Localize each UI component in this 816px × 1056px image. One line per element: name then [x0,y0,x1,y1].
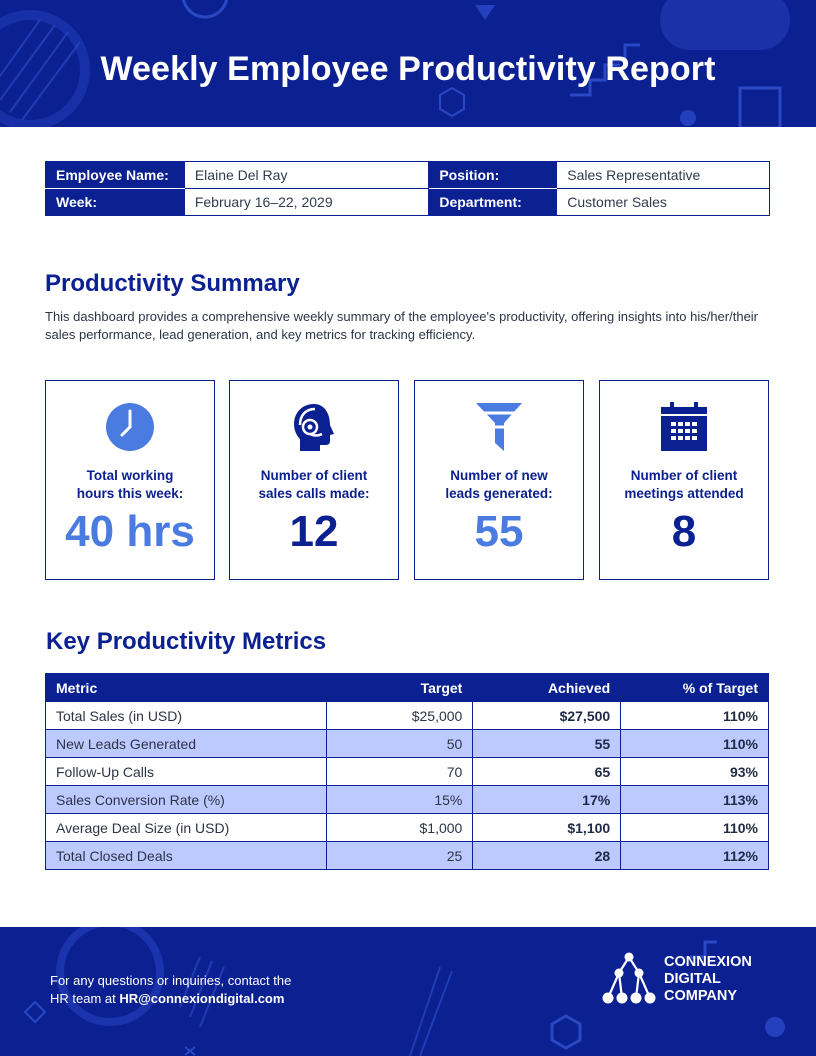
info-row [46,189,770,216]
stat-label: Number of client meetings attended [624,468,744,501]
metrics-table [45,673,769,870]
employee-name-label: Employee Name: [46,162,185,189]
department-value: Customer Sales [557,189,770,216]
target-cell: 50 [326,730,473,758]
metric-cell: Sales Conversion Rate (%) [46,786,327,814]
column-header-achieved: Achieved [473,674,621,702]
hr-email-link[interactable]: HR@connexiondigital.com [119,991,285,1006]
percent-cell: 113% [621,786,769,814]
stat-label: Number of client sales calls made: [258,468,370,501]
percent-cell: 93% [621,758,769,786]
calendar-icon [658,401,710,453]
summary-description: This dashboard provides a comprehensive weekly summary of the employee's productivity, offering insights into his/her/their sales performance, lead generation, and key metrics for tracking efficiency. [45,309,759,342]
stat-value-calls: 12 [289,507,339,556]
table-row [46,814,769,842]
achieved-cell: 28 [473,842,621,870]
table-row [46,702,769,730]
employee-info-table [45,161,770,216]
stat-value-leads: 55 [474,507,524,556]
clock-icon [104,401,156,453]
metric-cell: Total Closed Deals [46,842,327,870]
target-cell: 25 [326,842,473,870]
stat-label: Number of new leads generated: [445,468,553,501]
column-header-metric: Metric [46,674,327,702]
achieved-cell: 55 [473,730,621,758]
target-cell: $25,000 [326,702,473,730]
stat-value-hours: 40 hrs [65,507,195,556]
achieved-cell: 17% [473,786,621,814]
achieved-cell: 65 [473,758,621,786]
table-row [46,786,769,814]
position-value: Sales Representative [557,162,770,189]
info-row [46,162,770,189]
productivity-summary-heading: Productivity Summary [45,270,300,297]
stat-value-meetings: 8 [671,507,697,556]
department-label: Department: [429,189,557,216]
target-cell: 70 [326,758,473,786]
achieved-cell: $27,500 [473,702,621,730]
position-label: Position: [429,162,557,189]
stat-card-calls [229,380,399,580]
achieved-cell: $1,100 [473,814,621,842]
company-logo-icon [600,951,658,1007]
metric-cell: Total Sales (in USD) [46,702,327,730]
headset-head-icon [288,401,340,453]
contact-line: HR team at [50,991,120,1006]
employee-name-value: Elaine Del Ray [184,162,429,189]
table-row [46,758,769,786]
target-cell: $1,000 [326,814,473,842]
stat-card-leads [414,380,584,580]
table-row [46,730,769,758]
percent-cell: 112% [621,842,769,870]
report-title: Weekly Employee Productivity Report [100,50,716,88]
column-header-percent: % of Target [621,674,769,702]
percent-cell: 110% [621,814,769,842]
report-header [0,0,816,127]
percent-cell: 110% [621,730,769,758]
stat-card-meetings [599,380,769,580]
column-header-target: Target [326,674,473,702]
contact-line: For any questions or inquiries, contact the [50,973,292,988]
target-cell: 15% [326,786,473,814]
percent-cell: 110% [621,702,769,730]
contact-info [50,972,291,1008]
metric-cell: New Leads Generated [46,730,327,758]
metric-cell: Average Deal Size (in USD) [46,814,327,842]
report-footer [0,927,816,1056]
key-metrics-heading: Key Productivity Metrics [46,628,327,655]
week-label: Week: [46,189,185,216]
table-row [46,842,769,870]
stat-label: Total working hours this week: [76,468,184,501]
funnel-icon [473,401,525,453]
table-header-row [46,674,769,702]
metric-cell: Follow-Up Calls [46,758,327,786]
company-name: CONNEXION DIGITAL COMPANY [664,954,752,1004]
stat-card-hours [45,380,215,580]
week-value: February 16–22, 2029 [184,189,429,216]
